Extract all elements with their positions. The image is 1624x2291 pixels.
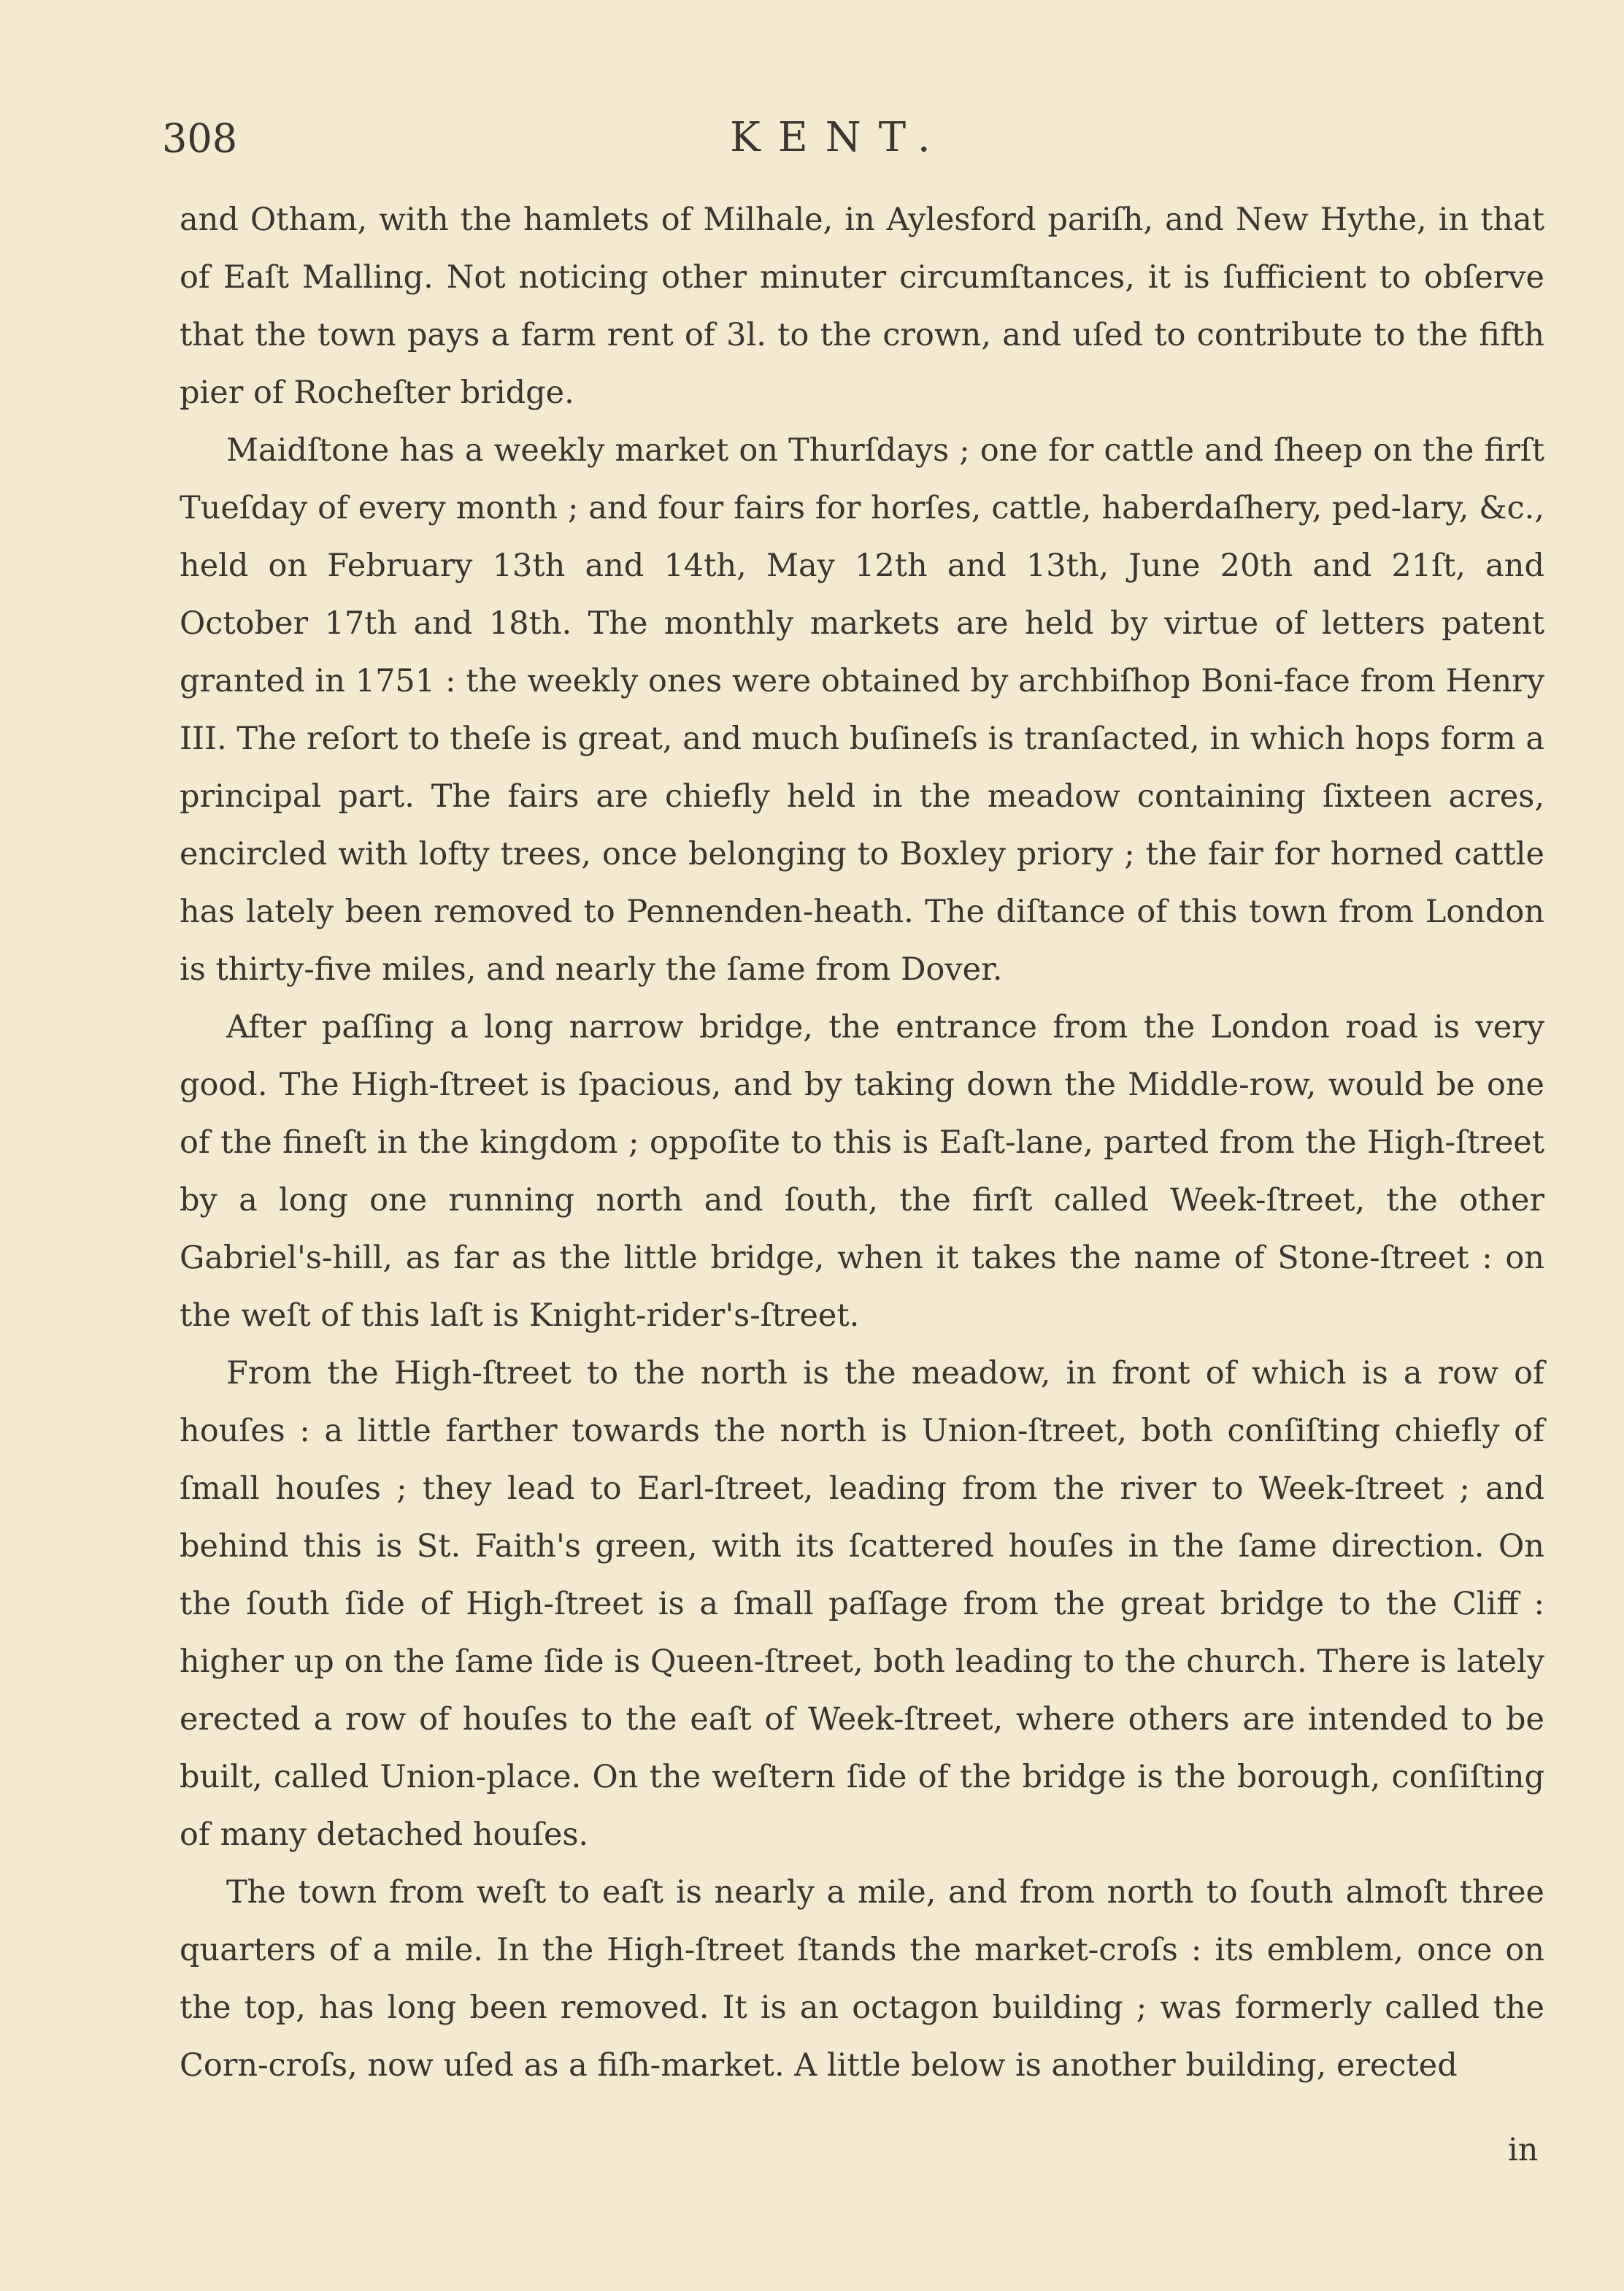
paragraph: The town from weſt to eaſt is nearly a mile, and from north to ſouth almoſt three quarters of a mile. In the High-ſtreet ſtands the market-croſs : its emblem, once on the top, has long been removed. It is an octagon building ; was formerly called the Corn-croſs, now uſed as a fiſh-market. A little below is another building, erected xyxy=(180,1874,1544,2084)
body-text xyxy=(180,191,1544,2095)
page-header xyxy=(0,110,1624,168)
paragraph: Maidſtone has a weekly market on Thurſdays ; one for cattle and ſheep on the firſt Tueſday of every month ; and four fairs for horſes, cattle, haberdaſhery, ped-lary, &c., held on February 13th and 14th, May 12th and 13th, June 20th and 21ſt, and October 17th and 18th. The monthly markets are held by virtue of letters patent granted in 1751 : the weekly ones were obtained by archbiſhop Boni-face from Henry III. The reſort to theſe is great, and much buſineſs is tranſacted, in which hops form a principal part. The fairs are chiefly held in the meadow containing ſixteen acres, encircled with lofty trees, once belonging to Boxley priory ; the fair for horned cattle has lately been removed to Pennenden-heath. The diſtance of this town from London is thirty-five miles, and nearly the ſame from Dover. xyxy=(180,432,1544,988)
paragraph: From the High-ſtreet to the north is the meadow, in front of which is a row of houſes : a little farther towards the north is Union-ſtreet, both conſiſting chiefly of ſmall houſes ; they lead to Earl-ſtreet, leading from the river to Week-ſtreet ; and behind this is St. Faith's green, with its ſcattered houſes in the ſame direction. On the ſouth ſide of High-ſtreet is a ſmall paſſage from the great bridge to the Cliff : higher up on the ſame ſide is Queen-ſtreet, both leading to the church. There is lately erected a row of houſes to the eaſt of Week-ſtreet, where others are intended to be built, called Union-place. On the weſtern ſide of the bridge is the borough, conſiſting of many detached houſes. xyxy=(180,1355,1544,1853)
paragraph: and Otham, with the hamlets of Milhale, in Aylesford pariſh, and New Hythe, in that of Eaſt Malling. Not noticing other minuter circumſtances, it is ſufficient to obſerve that the town pays a farm rent of 3l. to the crown, and uſed to contribute to the fifth pier of Rocheſter bridge. xyxy=(180,202,1544,411)
page-number: 308 xyxy=(162,115,238,161)
catchword: in xyxy=(1508,2132,1539,2168)
running-head: KENT. xyxy=(730,114,948,161)
paragraph: After paſſing a long narrow bridge, the entrance from the London road is very good. The High-ſtreet is ſpacious, and by taking down the Middle-row, would be one of the fineſt in the kingdom ; oppoſite to this is Eaſt-lane, parted from the High-ſtreet by a long one running north and ſouth, the firſt called Week-ſtreet, the other Gabriel's-hill, as far as the little bridge, when it takes the name of Stone-ſtreet : on the weſt of this laſt is Knight-rider's-ſtreet. xyxy=(180,1009,1544,1334)
